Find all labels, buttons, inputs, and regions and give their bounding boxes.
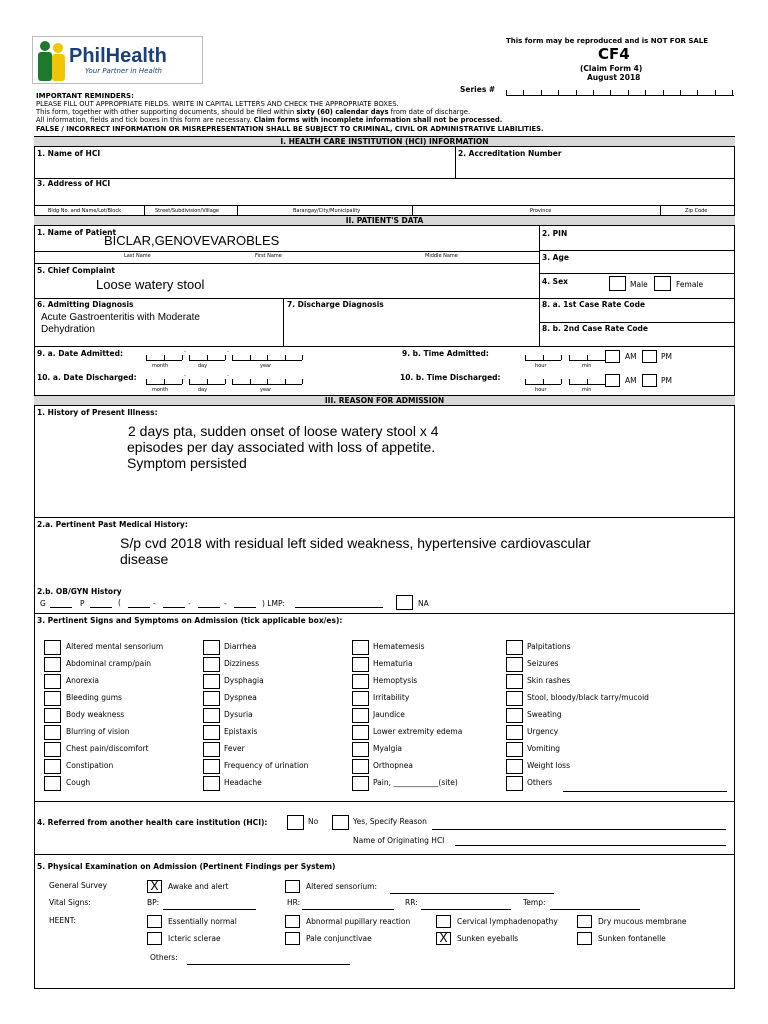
hci-address-label[interactable]: 3. Address of HCI xyxy=(37,179,111,188)
name-part-middle: Middle Name xyxy=(425,253,458,259)
chief-complaint-label: 5. Chief Complaint xyxy=(37,266,116,275)
date-discharged-day-caption: day xyxy=(198,387,208,393)
sign-checkbox[interactable] xyxy=(352,708,369,723)
field-tick xyxy=(267,355,268,360)
sign-label: Sweating xyxy=(527,710,562,719)
case-rate-2-label[interactable]: 8. b. 2nd Case Rate Code xyxy=(542,324,649,333)
field-tick xyxy=(543,379,544,384)
divider xyxy=(283,298,284,346)
hr-field[interactable] xyxy=(302,909,394,910)
reminder-line-2-a: This form, together with other supporting documents, should be filed within xyxy=(36,108,297,116)
date-discharged-month[interactable] xyxy=(146,380,182,385)
reminder-line-1: PLEASE FILL OUT APPROPRIATE FIELDS. WRITE IN CAPITAL LETTERS AND CHECK THE APPROPRIATE BOXES. xyxy=(36,100,399,108)
logo-people-icon xyxy=(35,39,69,83)
sign-label: Chest pain/discomfort xyxy=(66,744,149,753)
altered-sensorium-label: Altered sensorium: xyxy=(306,882,377,891)
field-tick xyxy=(302,355,303,360)
series-tick xyxy=(680,90,681,95)
sex-female-checkbox[interactable] xyxy=(654,276,671,291)
field-tick xyxy=(207,355,208,360)
ob-na-label: NA xyxy=(418,599,429,608)
sign-checkbox[interactable] xyxy=(203,691,220,706)
name-part-first: First Name xyxy=(255,253,282,259)
sign-checkbox[interactable] xyxy=(352,759,369,774)
heent-option-label: Cervical lymphadenopathy xyxy=(457,917,558,926)
sign-checkbox[interactable] xyxy=(352,640,369,655)
sign-label: Dyspnea xyxy=(224,693,257,702)
heent-option-label: Icteric sclerae xyxy=(168,934,221,943)
pmh-label: 2.a. Pertinent Past Medical History: xyxy=(37,520,188,529)
discharged-am-checkbox[interactable] xyxy=(605,374,620,387)
obgyn-label: 2.b. OB/GYN History xyxy=(37,587,122,596)
section-1-frame xyxy=(34,136,735,216)
ob-dash-3: - xyxy=(224,599,227,608)
referred-label: 4. Referred from another health care institution (HCI): xyxy=(37,818,268,827)
date-admitted-label: 9. a. Date Admitted: xyxy=(37,349,123,358)
sign-label: Lower extremity edema xyxy=(373,727,463,736)
sign-label: Abdominal cramp/pain xyxy=(66,659,152,668)
date-discharged-month-caption: month xyxy=(152,387,169,393)
ob-dash-2: - xyxy=(188,599,191,608)
divider xyxy=(34,613,735,614)
reminder-line-3-a: All information, fields and tick boxes in this form are necessary. xyxy=(36,116,254,124)
sign-checkbox[interactable] xyxy=(352,725,369,740)
sign-checkbox[interactable] xyxy=(352,776,369,791)
date-admitted-day-caption: day xyxy=(198,363,208,369)
ob-g-label: G xyxy=(40,599,46,608)
discharged-pm-label: PM xyxy=(661,376,672,385)
hr-label: HR: xyxy=(287,898,301,907)
ob-tpal-field-3[interactable] xyxy=(198,607,220,608)
time-discharged-hour[interactable] xyxy=(525,380,561,385)
rr-field[interactable] xyxy=(421,909,511,910)
heent-checkbox[interactable] xyxy=(147,932,162,945)
temp-label: Temp: xyxy=(523,898,546,907)
time-admitted-hour[interactable] xyxy=(525,356,561,361)
general-survey-label: General Survey xyxy=(49,881,108,890)
reminder-line-3-b: Claim forms with incomplete information shall not be processed. xyxy=(253,116,503,124)
sign-label: Altered mental sensorium xyxy=(66,642,164,651)
sign-checkbox[interactable] xyxy=(203,776,220,791)
sign-label: Urgency xyxy=(527,727,559,736)
sign-label: Body weakness xyxy=(66,710,125,719)
heent-label: HEENT: xyxy=(49,916,77,925)
sign-label: Hemoptysis xyxy=(373,676,418,685)
case-rate-1-label[interactable]: 8. a. 1st Case Rate Code xyxy=(542,300,646,309)
field-tick xyxy=(146,355,147,360)
sign-checkbox[interactable] xyxy=(44,776,61,791)
form-code: CF4 xyxy=(598,45,630,63)
hpi-label: 1. History of Present Illness: xyxy=(37,408,158,417)
series-tick xyxy=(558,90,559,95)
admitting-dx-label: 6. Admitting Diagnosis xyxy=(37,300,134,309)
divider xyxy=(34,854,735,855)
others-pe-label: Others: xyxy=(150,953,178,962)
series-tick xyxy=(732,90,733,95)
divider xyxy=(539,250,735,251)
admitting-dx-line-1[interactable]: Acute Gastroenteritis with Moderate xyxy=(41,312,200,323)
heent-checkbox[interactable] xyxy=(436,915,451,928)
divider xyxy=(237,205,238,215)
reminders-title: IMPORTANT REMINDERS: xyxy=(36,92,134,100)
date-admitted-year[interactable] xyxy=(232,356,302,361)
field-tick xyxy=(250,355,251,360)
referred-yes-label: Yes, Specify Reason xyxy=(353,817,427,826)
field-tick xyxy=(146,379,147,384)
sign-checkbox[interactable] xyxy=(352,674,369,689)
not-for-sale-notice: This form may be reproduced and is NOT FOR SALE xyxy=(506,37,709,45)
altered-sensorium-field[interactable] xyxy=(390,893,554,894)
sign-checkbox[interactable] xyxy=(44,725,61,740)
reminder-line-4: FALSE / INCORRECT INFORMATION OR MISREPRESENTATION SHALL BE SUBJECT TO CRIMINAL, CIVIL OR ADMINISTRATIVE LIABILITIES. xyxy=(36,125,544,133)
sign-label: Hematuria xyxy=(373,659,413,668)
field-tick xyxy=(561,355,562,360)
time-admitted-hour-caption: hour xyxy=(535,363,547,369)
sign-label: Dizziness xyxy=(224,659,259,668)
sign-checkbox[interactable] xyxy=(44,691,61,706)
sign-checkbox[interactable] xyxy=(203,708,220,723)
heent-checkbox[interactable] xyxy=(285,932,300,945)
field-tick xyxy=(302,379,303,384)
sign-checkbox[interactable] xyxy=(506,759,523,774)
series-tick xyxy=(576,90,577,95)
sign-checkbox[interactable] xyxy=(44,674,61,689)
chief-complaint-value[interactable]: Loose watery stool xyxy=(96,277,205,292)
sign-label: Dysuria xyxy=(224,710,253,719)
origin-hci-field[interactable] xyxy=(455,845,726,846)
heent-option-label: Dry mucous membrane xyxy=(598,917,687,926)
ob-paren-open: ( xyxy=(118,598,121,607)
date-separator: - xyxy=(227,349,229,355)
sign-label: Stool, bloody/black tarry/mucoid xyxy=(527,693,649,702)
sex-male-checkbox[interactable] xyxy=(609,276,626,291)
sign-checkbox[interactable] xyxy=(44,708,61,723)
vital-signs-label: Vital Signs: xyxy=(49,898,91,907)
sign-label: Seizures xyxy=(527,659,559,668)
time-discharged-min-caption: min xyxy=(582,387,592,393)
ob-p-field[interactable] xyxy=(90,607,112,608)
divider xyxy=(34,801,735,802)
date-discharged-year-caption: year xyxy=(260,387,272,393)
series-tick xyxy=(541,90,542,95)
heent-option-label: Pale conjunctivae xyxy=(306,934,372,943)
date-separator: - xyxy=(184,373,186,379)
heent-option-label: Sunken fontanelle xyxy=(598,934,666,943)
field-tick xyxy=(569,379,570,384)
series-tick xyxy=(663,90,664,95)
heent-checkbox[interactable] xyxy=(577,915,592,928)
sign-checkbox[interactable] xyxy=(44,640,61,655)
field-tick xyxy=(267,379,268,384)
reminder-line-3 xyxy=(36,116,502,124)
ob-lmp-field[interactable] xyxy=(295,607,383,608)
addr-part-bldg: Bldg No. and Name/Lot/Block xyxy=(48,208,122,214)
sign-label: Cough xyxy=(66,778,91,787)
sign-checkbox[interactable] xyxy=(506,776,523,791)
sign-label: Orthopnea xyxy=(373,761,413,770)
sign-label: Jaundice xyxy=(373,710,405,719)
section-1-title: I. HEALTH CARE INSTITUTION (HCI) INFORMATION xyxy=(34,136,735,147)
ob-p-label: P xyxy=(80,599,85,608)
age-label[interactable]: 3. Age xyxy=(542,253,569,262)
accreditation-label[interactable]: 2. Accreditation Number xyxy=(458,149,562,158)
hpi-line-1[interactable]: 2 days pta, sudden onset of loose watery stool x 4 xyxy=(128,423,439,439)
sex-female-label: Female xyxy=(676,280,704,289)
hpi-line-3[interactable]: Symptom persisted xyxy=(127,455,247,471)
heent-option-label: Sunken eyeballs xyxy=(457,934,519,943)
field-tick xyxy=(182,379,183,384)
bp-label: BP: xyxy=(147,898,160,907)
section-3-title: III. REASON FOR ADMISSION xyxy=(34,395,735,406)
ob-na-checkbox[interactable] xyxy=(396,595,413,610)
ob-tpal-field-2[interactable] xyxy=(163,607,185,608)
patient-name-label: 1. Name of Patient xyxy=(37,228,117,237)
pmh-line-2[interactable]: disease xyxy=(120,551,169,567)
heent-checkbox[interactable] xyxy=(147,915,162,928)
admitted-pm-checkbox[interactable] xyxy=(642,350,657,363)
admitted-am-label: AM xyxy=(625,352,637,361)
divider xyxy=(455,147,456,178)
divider xyxy=(144,205,145,215)
sign-checkbox[interactable] xyxy=(44,742,61,757)
pmh-line-1[interactable]: S/p cvd 2018 with residual left sided weakness, hypertensive cardiovascular xyxy=(120,535,591,551)
sign-label: Irritability xyxy=(373,693,410,702)
altered-sensorium-checkbox[interactable] xyxy=(285,880,300,893)
philhealth-logo xyxy=(32,36,203,84)
sign-label: Myalgia xyxy=(373,744,403,753)
others-pe-field[interactable] xyxy=(187,964,350,965)
referred-no-checkbox[interactable] xyxy=(287,815,304,830)
date-discharged-day[interactable] xyxy=(189,380,225,385)
form-date: August 2018 xyxy=(587,73,641,82)
sign-label: Anorexia xyxy=(66,676,99,685)
heent-checkbox[interactable] xyxy=(577,932,592,945)
date-discharged-year[interactable] xyxy=(232,380,302,385)
origin-hci-label: Name of Originating HCI xyxy=(353,836,445,845)
sex-male-label: Male xyxy=(630,280,648,289)
field-tick xyxy=(285,379,286,384)
sign-label: Headache xyxy=(224,778,262,787)
sign-checkbox[interactable] xyxy=(203,674,220,689)
others-sign-field[interactable] xyxy=(563,791,727,792)
time-discharged-hour-caption: hour xyxy=(535,387,547,393)
logo-text: PhilHealth xyxy=(69,45,167,67)
field-tick xyxy=(587,379,588,384)
sign-label: Blurring of vision xyxy=(66,727,130,736)
divider xyxy=(34,517,735,518)
sign-checkbox[interactable] xyxy=(44,657,61,672)
discharged-am-label: AM xyxy=(625,376,637,385)
reminder-line-2-b: sixty (60) calendar days xyxy=(296,108,389,116)
field-tick xyxy=(285,355,286,360)
time-discharged-label: 10. b. Time Discharged: xyxy=(400,373,501,382)
divider xyxy=(539,273,735,274)
sign-label: Palpitations xyxy=(527,642,571,651)
divider xyxy=(412,205,413,215)
sign-checkbox[interactable] xyxy=(506,725,523,740)
sign-checkbox[interactable] xyxy=(506,674,523,689)
form-name: (Claim Form 4) xyxy=(580,64,643,73)
series-tick xyxy=(715,90,716,95)
field-tick xyxy=(225,379,226,384)
patient-name-value[interactable]: BICLAR,GENOVEVAROBLES xyxy=(104,233,280,248)
divider xyxy=(34,346,735,347)
sunken-eyeballs-check-mark: X xyxy=(439,931,448,945)
ob-g-field[interactable] xyxy=(50,607,72,608)
date-discharged-label: 10. a. Date Discharged: xyxy=(37,373,137,382)
field-tick xyxy=(182,355,183,360)
field-tick xyxy=(189,355,190,360)
reminder-line-2 xyxy=(36,108,470,116)
section-3-frame xyxy=(34,395,735,989)
pin-label[interactable]: 2. PIN xyxy=(542,229,568,238)
series-tick xyxy=(523,90,524,95)
sign-label: Frequency of urination xyxy=(224,761,309,770)
divider xyxy=(539,322,735,323)
sign-checkbox[interactable] xyxy=(506,742,523,757)
admitting-dx-line-2[interactable]: Dehydration xyxy=(41,324,95,335)
sign-label: Bleeding gums xyxy=(66,693,122,702)
sign-label: Constipation xyxy=(66,761,114,770)
field-tick xyxy=(207,379,208,384)
sign-checkbox[interactable] xyxy=(352,657,369,672)
date-admitted-day[interactable] xyxy=(189,356,225,361)
sign-label: Dysphagia xyxy=(224,676,264,685)
sign-label: Skin rashes xyxy=(527,676,571,685)
field-tick xyxy=(225,355,226,360)
field-tick xyxy=(569,355,570,360)
addr-part-province: Province xyxy=(530,208,552,214)
time-admitted-min-caption: min xyxy=(582,363,592,369)
sign-checkbox[interactable] xyxy=(44,759,61,774)
sign-checkbox[interactable] xyxy=(203,640,220,655)
sign-label: Pain, ____________(site) xyxy=(373,778,458,787)
heent-option-label: Abnormal pupillary reaction xyxy=(306,917,411,926)
field-tick xyxy=(232,355,233,360)
admitted-pm-label: PM xyxy=(661,352,672,361)
series-label: Series # xyxy=(460,85,496,94)
sign-checkbox[interactable] xyxy=(506,640,523,655)
addr-part-barangay: Barangay/City/Municipality xyxy=(293,208,361,214)
sign-checkbox[interactable] xyxy=(203,725,220,740)
hci-name-label[interactable]: 1. Name of HCI xyxy=(37,149,101,158)
ob-tpal-field-1[interactable] xyxy=(128,607,150,608)
heent-option-label: Essentially normal xyxy=(168,917,237,926)
discharge-dx-label[interactable]: 7. Discharge Diagnosis xyxy=(287,300,384,309)
field-tick xyxy=(164,355,165,360)
sign-checkbox[interactable] xyxy=(506,691,523,706)
awake-alert-checkbox[interactable] xyxy=(147,880,162,893)
time-discharged-min[interactable] xyxy=(569,380,605,385)
addr-part-street: Street/Subdivision/Village xyxy=(155,208,220,214)
referred-yes-checkbox[interactable] xyxy=(332,815,349,830)
bp-field[interactable] xyxy=(163,909,256,910)
sign-label: Vomiting xyxy=(527,744,561,753)
awake-alert-label: Awake and alert xyxy=(168,882,229,891)
sign-checkbox[interactable] xyxy=(203,657,220,672)
sex-label: 4. Sex xyxy=(542,277,569,286)
field-tick xyxy=(587,355,588,360)
field-tick xyxy=(543,355,544,360)
series-tick xyxy=(697,90,698,95)
signs-label: 3. Pertinent Signs and Symptoms on Admission (tick applicable box/es): xyxy=(37,616,343,625)
heent-checkbox[interactable] xyxy=(436,932,451,945)
ob-tpal-field-4[interactable] xyxy=(234,607,256,608)
divider xyxy=(660,205,661,215)
date-admitted-month-caption: month xyxy=(152,363,169,369)
sign-checkbox[interactable] xyxy=(203,759,220,774)
field-tick xyxy=(189,379,190,384)
divider xyxy=(34,298,735,299)
sign-checkbox[interactable] xyxy=(506,657,523,672)
series-number-field[interactable] xyxy=(506,91,734,96)
series-tick xyxy=(593,90,594,95)
reminder-line-2-c: from date of discharge. xyxy=(388,108,471,116)
sign-checkbox[interactable] xyxy=(506,708,523,723)
admitted-am-checkbox[interactable] xyxy=(605,350,620,363)
divider xyxy=(34,251,539,252)
referral-reason-field[interactable] xyxy=(432,829,726,830)
hpi-line-2[interactable]: episodes per day associated with loss of appetite. xyxy=(127,439,436,455)
discharged-pm-checkbox[interactable] xyxy=(642,374,657,387)
series-tick xyxy=(645,90,646,95)
sign-label: Epistaxis xyxy=(224,727,258,736)
sign-checkbox[interactable] xyxy=(352,742,369,757)
series-tick xyxy=(610,90,611,95)
rr-label: RR: xyxy=(405,898,418,907)
heent-checkbox[interactable] xyxy=(285,915,300,928)
divider xyxy=(34,263,539,264)
referred-no-label: No xyxy=(308,817,319,826)
field-tick xyxy=(164,379,165,384)
series-tick xyxy=(506,90,507,95)
ob-lmp-label: ) LMP: xyxy=(262,599,286,608)
date-admitted-year-caption: year xyxy=(260,363,272,369)
ob-dash-1: - xyxy=(153,599,156,608)
field-tick xyxy=(250,379,251,384)
time-admitted-min[interactable] xyxy=(569,356,605,361)
logo-tagline: Your Partner in Health xyxy=(85,67,162,75)
sign-label: Diarrhea xyxy=(224,642,257,651)
name-part-last: Last Name xyxy=(124,253,151,259)
sign-label: Fever xyxy=(224,744,245,753)
field-tick xyxy=(561,379,562,384)
date-admitted-month[interactable] xyxy=(146,356,182,361)
sign-checkbox[interactable] xyxy=(203,742,220,757)
sign-label: Weight loss xyxy=(527,761,571,770)
sign-checkbox[interactable] xyxy=(352,691,369,706)
field-tick xyxy=(525,379,526,384)
section-2-title: II. PATIENT'S DATA xyxy=(34,215,735,226)
sign-label: Hematemesis xyxy=(373,642,425,651)
date-separator: - xyxy=(184,349,186,355)
time-admitted-label: 9. b. Time Admitted: xyxy=(402,349,489,358)
divider xyxy=(34,178,735,179)
sign-label: Others xyxy=(527,778,553,787)
temp-field[interactable] xyxy=(550,909,640,910)
date-separator: - xyxy=(227,373,229,379)
field-tick xyxy=(232,379,233,384)
series-tick xyxy=(628,90,629,95)
addr-part-zip: Zip Code xyxy=(685,208,708,214)
field-tick xyxy=(525,355,526,360)
awake-alert-check-mark: X xyxy=(150,879,159,893)
pe-label: 5. Physical Examination on Admission (Pertinent Findings per System) xyxy=(37,862,336,871)
divider xyxy=(34,205,735,206)
